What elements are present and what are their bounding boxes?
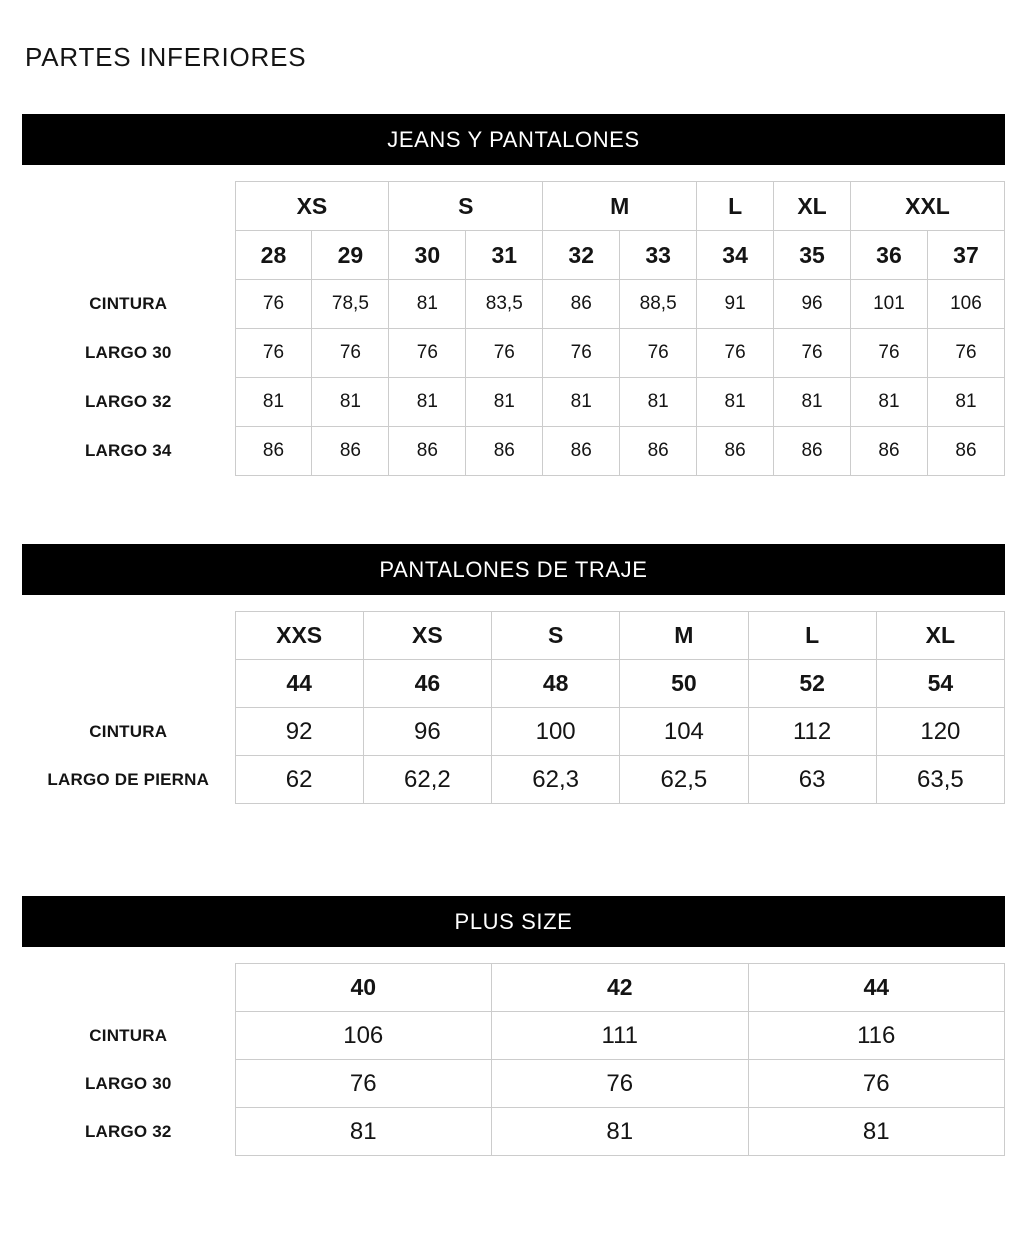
corner-spacer: [22, 612, 235, 660]
value-cell: 81: [492, 1108, 749, 1156]
size-number-row: [22, 964, 1005, 1012]
row-label: LARGO 32: [84, 392, 172, 411]
value-cell: 81: [851, 378, 928, 427]
page-title: PARTES INFERIORES: [25, 42, 307, 72]
corner-spacer: [22, 182, 235, 231]
value-cell: 86: [927, 427, 1004, 476]
value-cell: 76: [748, 1060, 1005, 1108]
section-header-label: PANTALONES DE TRAJE: [379, 556, 648, 582]
size-header: 34: [697, 231, 774, 280]
value-cell: 81: [235, 1108, 492, 1156]
plus-size-table: [22, 963, 1005, 1156]
value-cell: 81: [389, 280, 466, 329]
row-label: LARGO 34: [84, 441, 172, 460]
value-cell: 78,5: [312, 280, 389, 329]
value-cell: 86: [235, 427, 312, 476]
value-cell: 96: [363, 708, 491, 756]
measurement-row-largo-32: [22, 1108, 1005, 1156]
value-cell: 76: [235, 329, 312, 378]
section-header-pantalones-de-traje: [22, 544, 1005, 595]
value-cell: 76: [774, 329, 851, 378]
value-cell: 104: [620, 708, 748, 756]
size-guide-content: [22, 114, 1005, 1156]
measurement-row-cintura: [22, 1012, 1005, 1060]
size-group-xl: XL: [774, 182, 851, 231]
suit-pants-size-table: [22, 611, 1005, 804]
size-group-row: [22, 612, 1005, 660]
value-cell: 106: [927, 280, 1004, 329]
value-cell: 81: [748, 1108, 1005, 1156]
row-label: CINTURA: [89, 721, 168, 741]
row-label: CINTURA: [89, 1025, 168, 1045]
row-label: CINTURA: [89, 294, 168, 313]
corner-spacer: [22, 964, 235, 1012]
value-cell: 96: [774, 280, 851, 329]
size-header: 46: [363, 660, 491, 708]
size-number-row: [22, 231, 1005, 280]
size-header: 29: [312, 231, 389, 280]
value-cell: 76: [466, 329, 543, 378]
value-cell: 81: [927, 378, 1004, 427]
size-group-m: M: [543, 182, 697, 231]
value-cell: 86: [543, 280, 620, 329]
measurement-row-largo-de-pierna: [22, 756, 1005, 804]
measurement-row-largo-30: [22, 1060, 1005, 1108]
value-cell: 120: [876, 708, 1004, 756]
size-header: 28: [235, 231, 312, 280]
measurement-row-largo-34: [22, 427, 1005, 476]
value-cell: 86: [312, 427, 389, 476]
size-header: 35: [774, 231, 851, 280]
size-group-row: [22, 182, 1005, 231]
value-cell: 111: [492, 1012, 749, 1060]
value-cell: 116: [748, 1012, 1005, 1060]
value-cell: 86: [697, 427, 774, 476]
value-cell: 83,5: [466, 280, 543, 329]
size-header: 50: [620, 660, 748, 708]
value-cell: 76: [235, 1060, 492, 1108]
value-cell: 81: [620, 378, 697, 427]
value-cell: 63,5: [876, 756, 1004, 804]
size-group-s: S: [492, 612, 620, 660]
measurement-row-largo-32: [22, 378, 1005, 427]
value-cell: 81: [389, 378, 466, 427]
value-cell: 86: [389, 427, 466, 476]
value-cell: 62,3: [492, 756, 620, 804]
value-cell: 81: [697, 378, 774, 427]
value-cell: 81: [235, 378, 312, 427]
value-cell: 106: [235, 1012, 492, 1060]
row-label: LARGO 32: [84, 1121, 172, 1141]
size-group-m: M: [620, 612, 748, 660]
value-cell: 62,5: [620, 756, 748, 804]
size-number-row: [22, 660, 1005, 708]
size-header: 40: [235, 964, 492, 1012]
row-label: LARGO 30: [84, 1073, 172, 1093]
value-cell: 92: [235, 708, 363, 756]
jeans-size-table: [22, 181, 1005, 476]
size-group-l: L: [748, 612, 876, 660]
measurement-row-cintura: [22, 280, 1005, 329]
value-cell: 76: [927, 329, 1004, 378]
size-header: 36: [851, 231, 928, 280]
size-header: 44: [748, 964, 1005, 1012]
value-cell: 63: [748, 756, 876, 804]
section-header-label: JEANS Y PANTALONES: [387, 126, 640, 152]
value-cell: 81: [466, 378, 543, 427]
value-cell: 86: [543, 427, 620, 476]
section-header-jeans-y-pantalones: [22, 114, 1005, 165]
size-header: 48: [492, 660, 620, 708]
size-group-xl: XL: [876, 612, 1004, 660]
value-cell: 76: [851, 329, 928, 378]
value-cell: 112: [748, 708, 876, 756]
size-header: 42: [492, 964, 749, 1012]
value-cell: 91: [697, 280, 774, 329]
size-group-xs: XS: [363, 612, 491, 660]
value-cell: 86: [620, 427, 697, 476]
size-header: 44: [235, 660, 363, 708]
size-header: 32: [543, 231, 620, 280]
value-cell: 76: [389, 329, 466, 378]
size-group-xxs: XXS: [235, 612, 363, 660]
size-header: 54: [876, 660, 1004, 708]
corner-spacer: [22, 231, 235, 280]
section-header-plus-size: [22, 896, 1005, 947]
value-cell: 76: [543, 329, 620, 378]
value-cell: 76: [697, 329, 774, 378]
value-cell: 62: [235, 756, 363, 804]
size-group-l: L: [697, 182, 774, 231]
size-header: 52: [748, 660, 876, 708]
value-cell: 86: [466, 427, 543, 476]
size-header: 33: [620, 231, 697, 280]
size-header: 37: [927, 231, 1004, 280]
size-header: 30: [389, 231, 466, 280]
value-cell: 76: [235, 280, 312, 329]
size-group-xs: XS: [235, 182, 389, 231]
value-cell: 76: [312, 329, 389, 378]
row-label: LARGO 30: [84, 343, 172, 362]
value-cell: 100: [492, 708, 620, 756]
size-header: 31: [466, 231, 543, 280]
value-cell: 86: [774, 427, 851, 476]
value-cell: 88,5: [620, 280, 697, 329]
measurement-row-largo-30: [22, 329, 1005, 378]
value-cell: 76: [492, 1060, 749, 1108]
value-cell: 76: [620, 329, 697, 378]
corner-spacer: [22, 660, 235, 708]
size-group-xxl: XXL: [851, 182, 1005, 231]
value-cell: 101: [851, 280, 928, 329]
size-group-s: S: [389, 182, 543, 231]
value-cell: 81: [543, 378, 620, 427]
value-cell: 86: [851, 427, 928, 476]
section-header-label: PLUS SIZE: [454, 908, 573, 934]
value-cell: 81: [312, 378, 389, 427]
row-label: LARGO DE PIERNA: [47, 769, 210, 789]
value-cell: 81: [774, 378, 851, 427]
value-cell: 62,2: [363, 756, 491, 804]
measurement-row-cintura: [22, 708, 1005, 756]
